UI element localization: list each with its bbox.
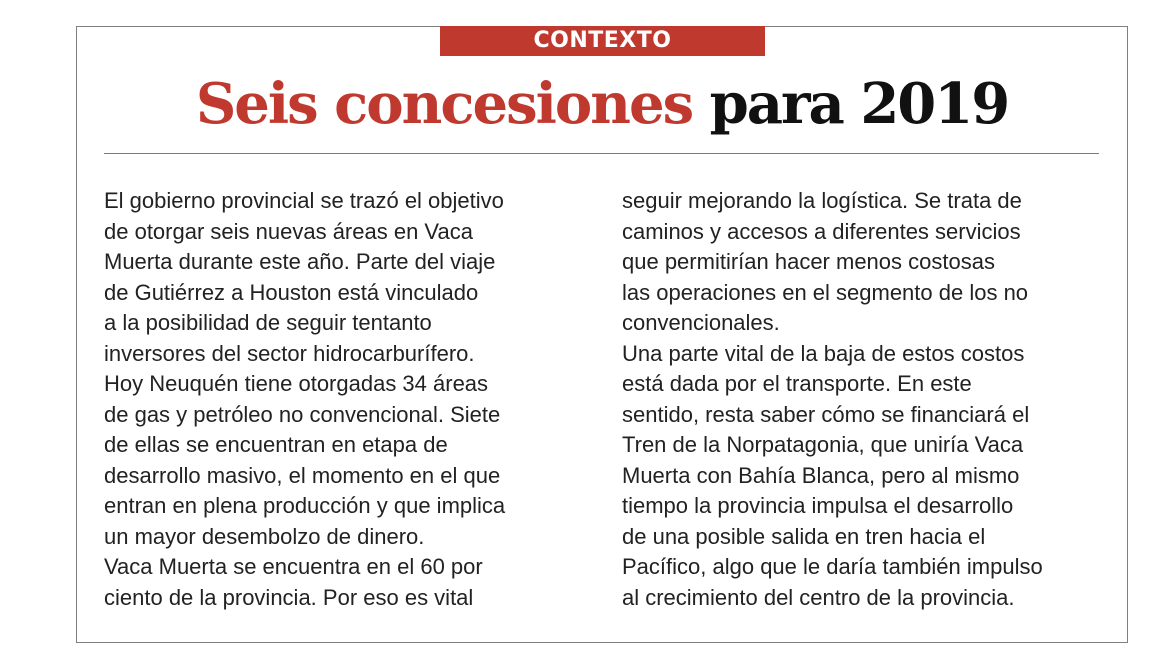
body-line: Una parte vital de la baja de estos costos: [622, 340, 1025, 366]
right-column: [622, 186, 1043, 613]
headline-divider: [104, 153, 1099, 154]
headline-part2: para 2019: [709, 71, 1009, 137]
body-line: sentido, resta saber cómo se financiará el: [622, 401, 1030, 427]
body-line: de gas y petróleo no convencional. Siete: [104, 401, 501, 427]
body-line: Pacífico, algo que le daría también impulso: [622, 554, 1043, 579]
body-line: seguir mejorando la logística. Se trata de: [622, 188, 1022, 213]
body-line: Hoy Neuquén tiene otorgadas 34 áreas: [104, 371, 489, 396]
body-line: de ellas se encuentran en etapa de: [104, 432, 448, 457]
body-line: las operaciones en el segmento de los no: [622, 279, 1029, 305]
body-line: ciento de la provincia. Por eso es vital: [104, 584, 474, 610]
body-line: Muerta con Bahía Blanca, pero al mismo: [622, 462, 1020, 488]
section-tag: CONTEXTO: [440, 26, 765, 56]
body-line: caminos y accesos a diferentes servicios: [622, 218, 1021, 244]
body-line: entran en plena producción y que implica: [104, 493, 506, 518]
body-line: de Gutiérrez a Houston está vinculado: [104, 279, 479, 305]
body-line: que permitirían hacer menos costosas: [622, 249, 995, 274]
body-line: tiempo la provincia impulsa el desarrollo: [622, 493, 1014, 518]
body-line: de otorgar seis nuevas áreas en Vaca: [104, 218, 473, 244]
body-line: al crecimiento del centro de la provincia.: [622, 584, 1015, 610]
body-line: desarrollo masivo, el momento en el que: [104, 462, 501, 488]
body-line: de una posible salida en tren hacia el: [622, 523, 986, 549]
body-line: un mayor desembolzo de dinero.: [104, 523, 425, 549]
body-line: Muerta durante este año. Parte del viaje: [104, 249, 496, 274]
headline-part1: Seis concesiones: [195, 71, 693, 137]
body-line: inversores del sector hidrocarburífero.: [104, 340, 475, 366]
body-line: Tren de la Norpatagonia, que uniría Vaca: [622, 432, 1024, 457]
body-line: El gobierno provincial se trazó el objetivo: [104, 188, 504, 213]
headline: [76, 66, 1128, 142]
body-line: a la posibilidad de seguir tentanto: [104, 310, 432, 335]
body-line: está dada por el transporte. En este: [622, 371, 972, 396]
body-line: Vaca Muerta se encuentra en el 60 por: [104, 554, 483, 579]
body-line: convencionales.: [622, 310, 780, 335]
left-column: [104, 186, 505, 613]
